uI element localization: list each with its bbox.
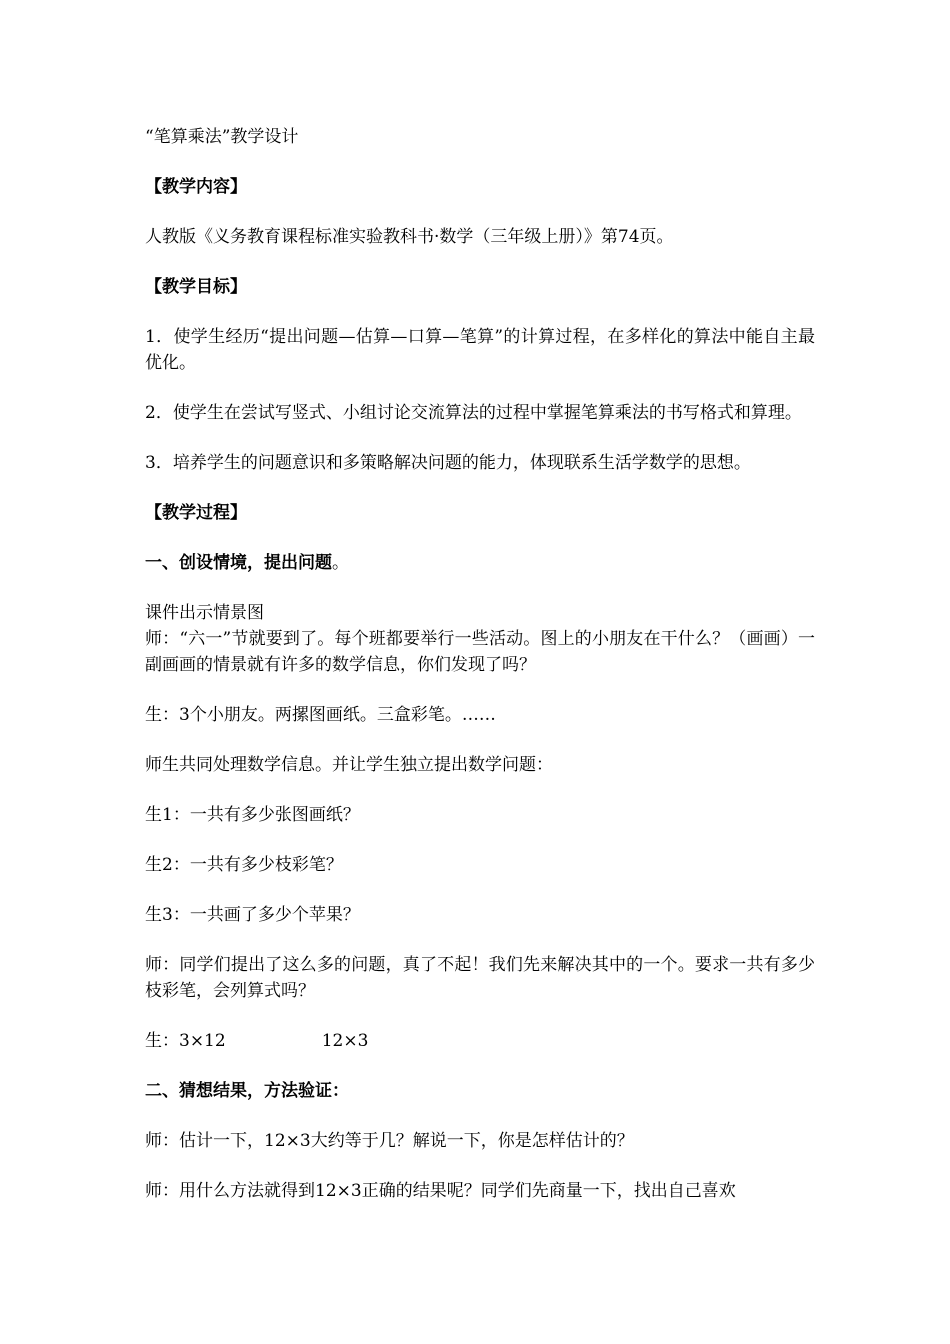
paragraph-student-1: 生1：一共有多少张图画纸？ bbox=[145, 805, 360, 825]
paragraph-estimate: 师：估计一下，12×3大约等于几？解说一下，你是怎样估计的？ bbox=[145, 1131, 634, 1151]
paragraph-courseware: 课件出示情景图 bbox=[145, 603, 264, 623]
paragraph-shared-processing: 师生共同处理数学信息。并让学生独立提出数学问题： bbox=[145, 755, 553, 775]
paragraph-equations bbox=[145, 1028, 815, 1054]
heading-process: 【教学过程】 bbox=[145, 503, 247, 523]
paragraph-teacher-intro: 师：“六一”节就要到了。每个班都要举行一些活动。图上的小朋友在干什么？（画画）一副画画的情景就有许多的数学信息，你们发现了吗？ bbox=[145, 629, 815, 675]
section-1-punct: 。 bbox=[332, 553, 349, 573]
paragraph-student-info: 生：3个小朋友。两摞图画纸。三盒彩笔。…… bbox=[145, 705, 496, 725]
heading-goals: 【教学目标】 bbox=[145, 277, 247, 297]
goal-1: 1．使学生经历“提出问题—估算—口算—笔算”的计算过程，在多样化的算法中能自主最优化。 bbox=[145, 327, 815, 373]
paragraph-method: 师：用什么方法就得到12×3正确的结果呢？同学们先商量一下，找出自己喜欢 bbox=[145, 1181, 736, 1201]
section-1-heading bbox=[145, 550, 815, 576]
equation-b: 12×3 bbox=[321, 1031, 369, 1051]
paragraph-student-3: 生3：一共画了多少个苹果？ bbox=[145, 905, 360, 925]
goal-3: 3．培养学生的问题意识和多策略解决问题的能力，体现联系生活学数学的思想。 bbox=[145, 453, 751, 473]
section-2-heading: 二、猜想结果，方法验证： bbox=[145, 1081, 349, 1101]
paragraph-teacher-question: 师：同学们提出了这么多的问题，真了不起！我们先来解决其中的一个。要求一共有多少枝彩笔，会列算式吗？ bbox=[145, 955, 815, 1001]
paragraph-student-2: 生2：一共有多少枝彩笔？ bbox=[145, 855, 343, 875]
section-1-title: 一、创设情境，提出问题 bbox=[145, 553, 332, 573]
equation-a: 生：3×12 bbox=[145, 1031, 226, 1051]
heading-content: 【教学内容】 bbox=[145, 177, 247, 197]
content-text: 人教版《义务教育课程标准实验教科书·数学（三年级上册）》第74页。 bbox=[145, 227, 674, 247]
goal-2: 2．使学生在尝试写竖式、小组讨论交流算法的过程中掌握笔算乘法的书写格式和算理。 bbox=[145, 403, 802, 423]
document-body bbox=[145, 124, 815, 1204]
doc-title: “笔算乘法”教学设计 bbox=[145, 127, 299, 147]
